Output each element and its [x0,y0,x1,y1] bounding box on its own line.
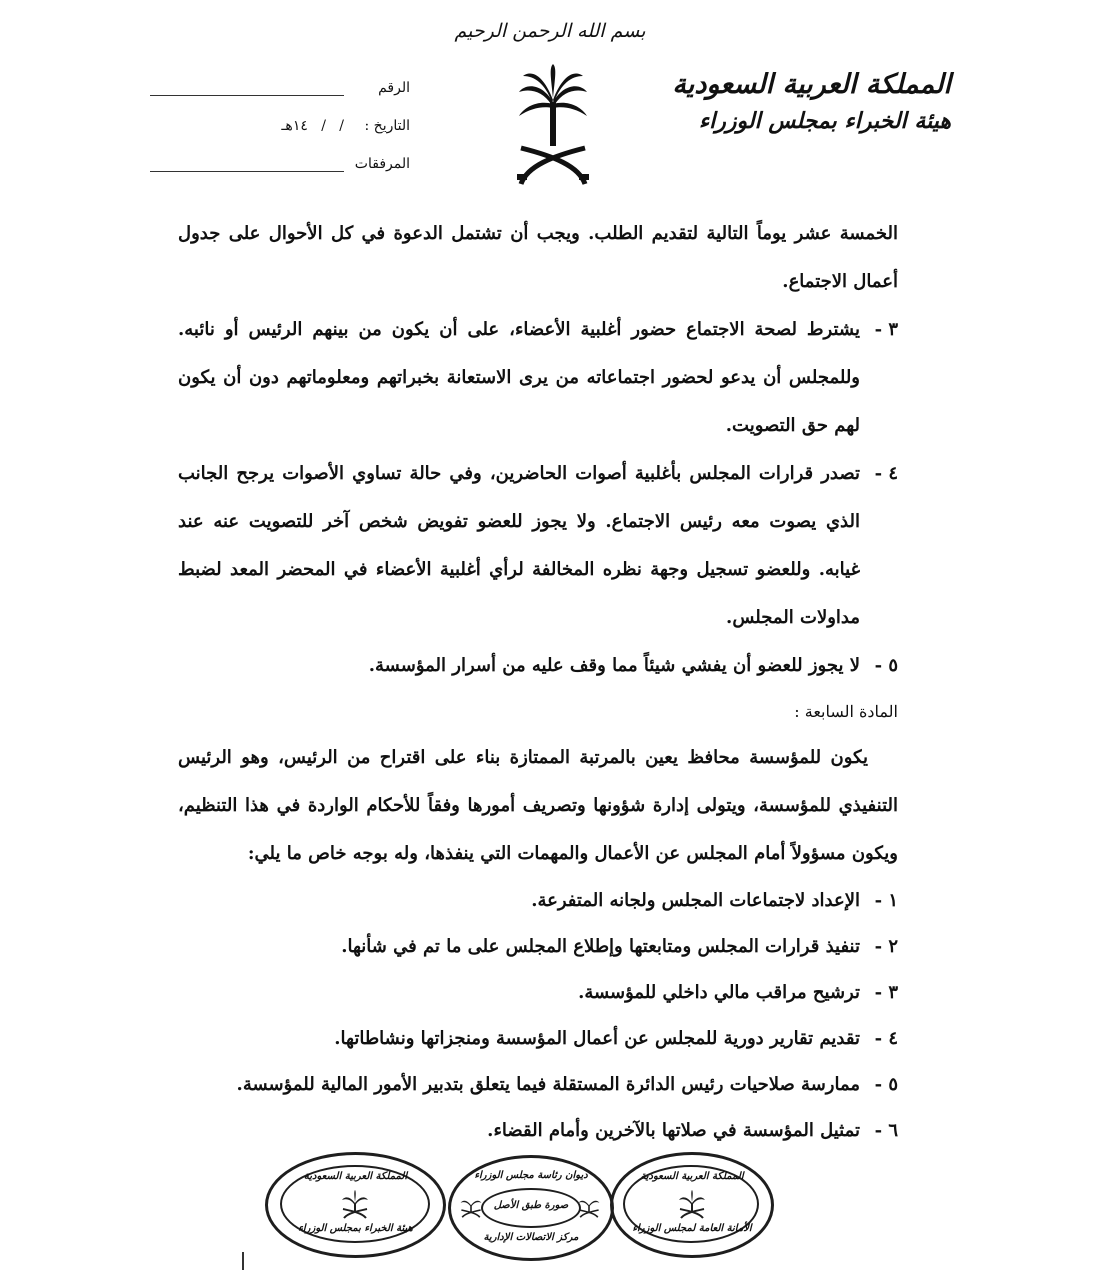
clause-4 [178,450,898,642]
stamp-emblem-icon [340,1189,370,1219]
list-number: ١ - [874,890,898,911]
paragraph-continuation: الخمسة عشر يوماً التالية لتقديم الطلب. ويجب أن تشتمل الدعوة في كل الأحوال على جدول أعمال الاجتماع. [178,223,898,292]
clause-number: ٥ - [874,655,898,676]
stamp-top-text: المملكة العربية السعودية [303,1171,408,1182]
attachments-label: المرفقات [354,156,410,172]
bismillah-heading: بسم الله الرحمن الرحيم [454,20,646,42]
stamp-bottom-text: هيئة الخبراء بمجلس الوزراء [298,1223,413,1234]
reference-number-line [150,77,344,96]
stamp-true-copy [448,1155,614,1261]
reference-block [150,58,410,172]
date-row [150,96,410,134]
list-item [178,1062,898,1108]
list-text: تمثيل المؤسسة في صلاتها بالآخرين وأمام القضاء. [487,1120,860,1141]
list-item [178,1016,898,1062]
stamp-emblem-icon [459,1194,483,1218]
stamp-emblem-icon [677,1189,707,1219]
list-text: تقديم تقارير دورية للمجلس عن أعمال المؤسسة ومنجزاتها ونشاطاتها. [334,1028,860,1049]
stamp-center-text: صورة طبق الأصل [493,1200,569,1211]
attachments-row [150,134,410,172]
date-value: / / ١٤هـ [281,118,344,134]
list-text: ترشيح مراقب مالي داخلي للمؤسسة. [578,982,860,1003]
clause-number: ٤ - [874,463,898,484]
stamp-bottom-text: مركز الاتصالات الإدارية [483,1232,579,1243]
stamp-experts-commission [265,1152,446,1258]
list-number: ٦ - [874,1120,898,1141]
clause-text: تصدر قرارات المجلس بأغلبية أصوات الحاضرين، وفي حالة تساوي الأصوات يرجح الجانب الذي يصوت معه رئيس الاجتماع. ولا يجوز للعضو تفويض شخص آخر للتصويت عنه عند غيابه. وللعضو تسجيل وجهة نظره المخالفة لرأي أغلبية الأعضاء في المحضر المعد لضبط مداولات المجلس. [178,463,860,628]
list-item [178,924,898,970]
stamp-emblem-icon [577,1194,601,1218]
list-number: ٣ - [874,982,898,1003]
list-number: ٢ - [874,936,898,957]
date-label: التاريخ : [364,118,410,134]
clause-number: ٣ - [874,319,898,340]
reference-number-row [150,58,410,96]
list-item [178,1108,898,1154]
organization-name [631,66,951,138]
list-number: ٥ - [874,1074,898,1095]
palm-swords-emblem-icon [513,62,593,186]
org-name-line1: المملكة العربية السعودية [672,69,951,100]
article-heading: المادة السابعة : [794,702,898,721]
clause-5 [178,642,898,690]
stamp-general-secretariat [610,1152,774,1258]
list-item [178,970,898,1016]
list-number: ٤ - [874,1028,898,1049]
list-text: تنفيذ قرارات المجلس ومتابعتها وإطلاع المجلس على ما تم في شأنها. [341,936,860,957]
stamp-bottom-text: الأمانة العامة لمجلس الوزراء [632,1223,752,1234]
page-edge-mark [242,1252,244,1270]
list-item [178,878,898,924]
document-body [178,210,898,1154]
attachments-line [150,153,344,172]
list-text: الإعداد لاجتماعات المجلس ولجانه المتفرعة. [531,890,860,911]
stamp-top-text: المملكة العربية السعودية [640,1171,744,1182]
clause-text: يشترط لصحة الاجتماع حضور أغلبية الأعضاء، على أن يكون من بينهم الرئيس أو نائبه. وللمجلس أن يدعو لحضور اجتماعاته من يرى الاستعانة بخبراتهم ومعلوماتهم دون أن يكون لهم حق التصويت. [178,319,860,436]
clause-text: لا يجوز للعضو أن يفشي شيئاً مما وقف عليه من أسرار المؤسسة. [368,655,860,676]
reference-number-label: الرقم [378,80,410,96]
stamp-top-text: ديوان رئاسة مجلس الوزراء [474,1170,588,1181]
list-text: ممارسة صلاحيات رئيس الدائرة المستقلة فيما يتعلق بتدبير الأمور المالية للمؤسسة. [236,1074,860,1095]
clause-3 [178,306,898,450]
article-paragraph: يكون للمؤسسة محافظ يعين بالمرتبة الممتازة بناء على اقتراح من الرئيس، وهو الرئيس التنفيذي للمؤسسة، ويتولى إدارة شؤونها وتصريف أمورها وفقاً للأحكام الواردة في هذا التنظيم، ويكون مسؤولاً أمام المجلس عن الأعمال والمهمات التي ينفذها، وله بوجه خاص ما يلي: [178,747,898,864]
org-name-line2: هيئة الخبراء بمجلس الوزراء [698,108,951,134]
